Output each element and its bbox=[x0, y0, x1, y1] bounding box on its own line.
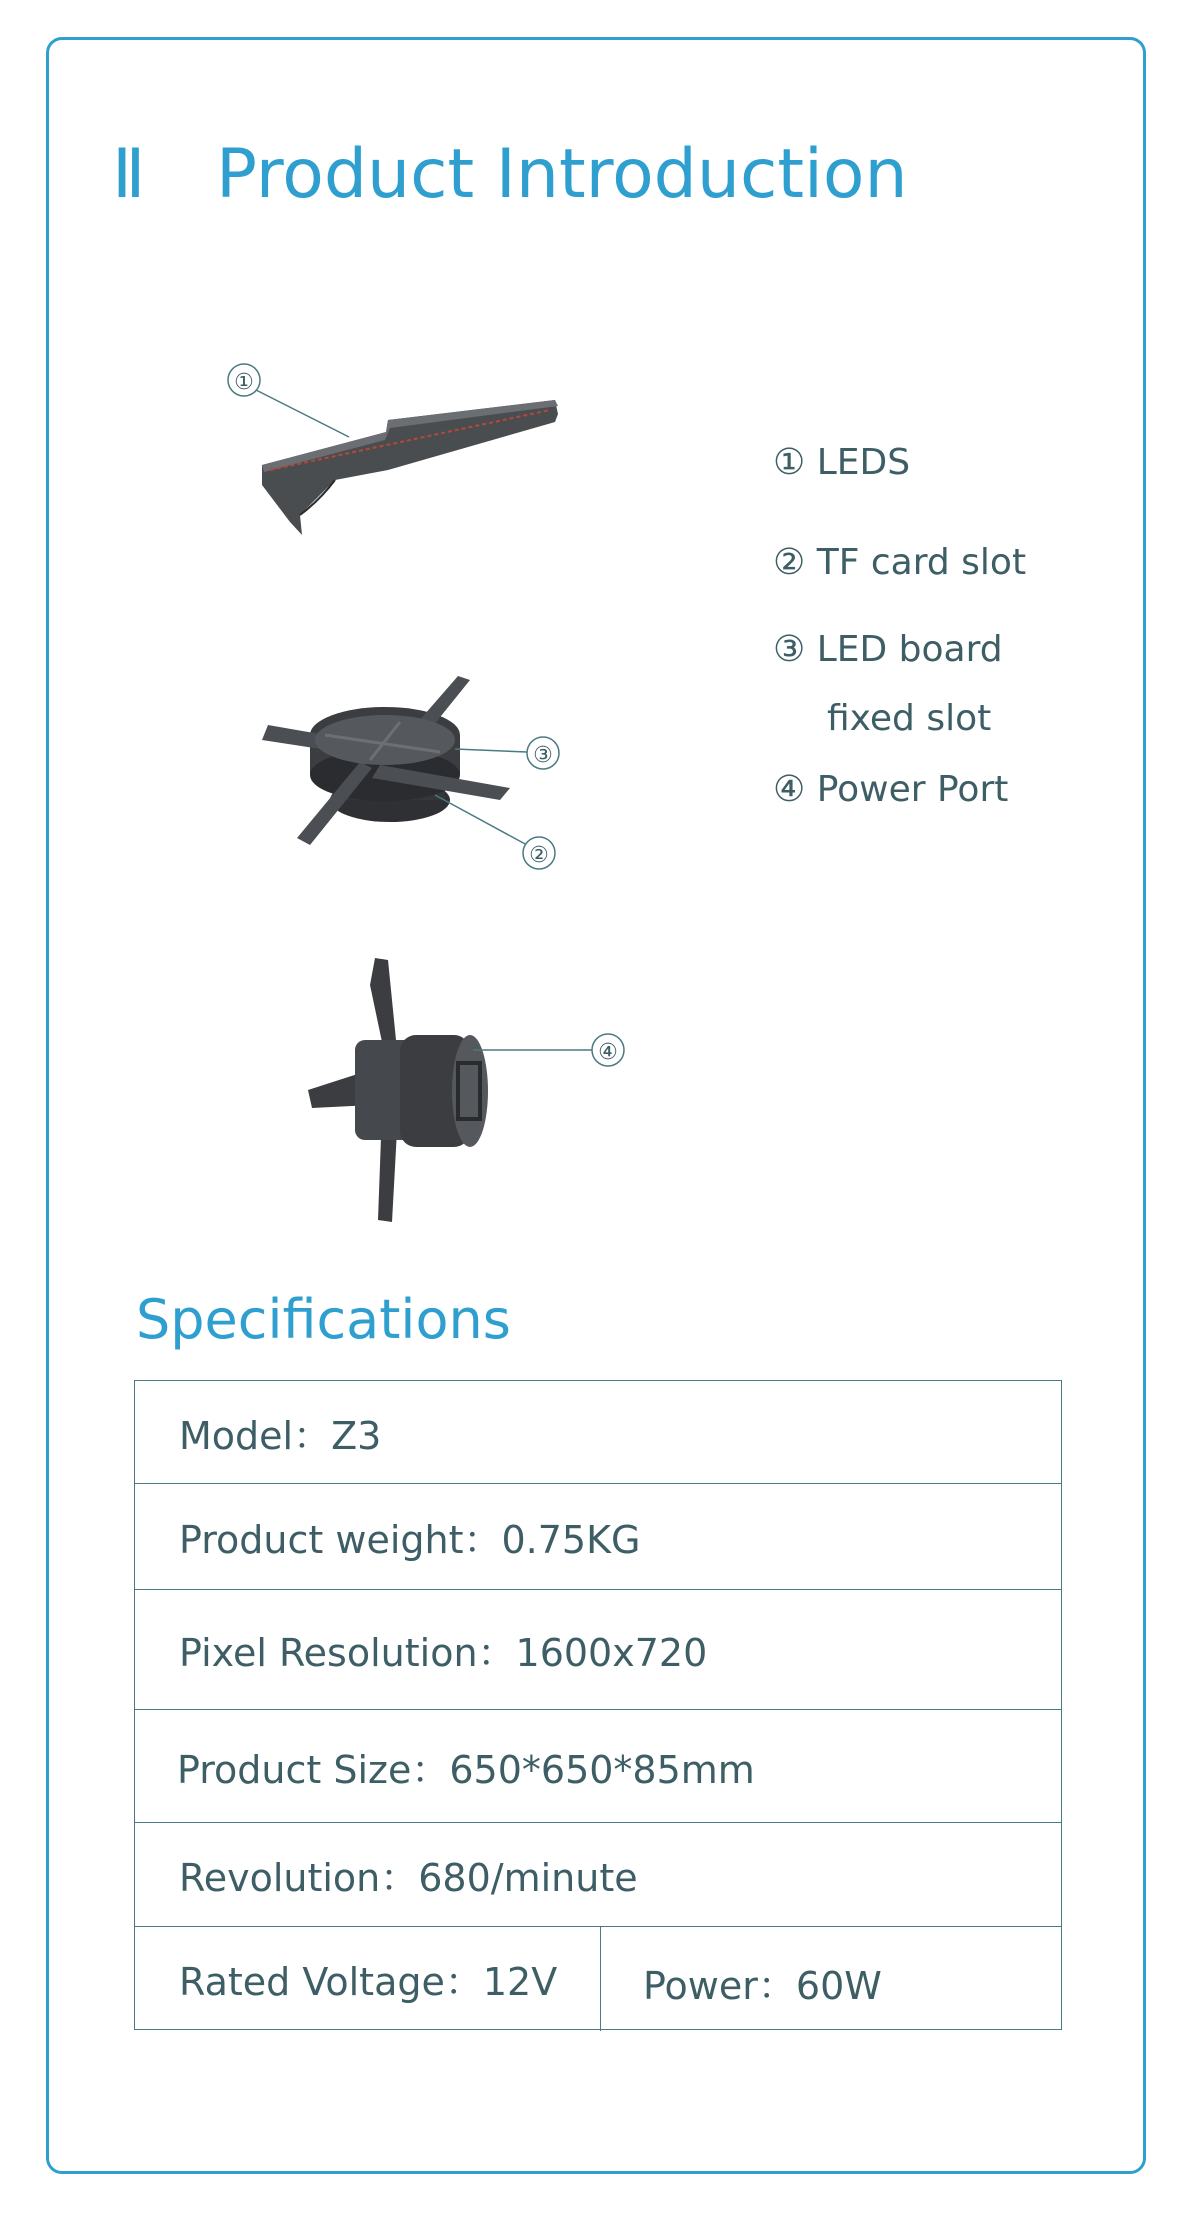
section-title-text: Product Introduction bbox=[216, 135, 908, 214]
callout-led-board-continued: fixed slot bbox=[827, 698, 992, 739]
spec-row-resolution bbox=[135, 1590, 1061, 1710]
led-board-image bbox=[262, 400, 558, 535]
power-marker-label: ④ bbox=[598, 1040, 618, 1065]
spec-model: Model：Z3 bbox=[179, 1413, 382, 1458]
callout-led-board: ③ LED board bbox=[773, 629, 1003, 670]
spec-row-model bbox=[135, 1381, 1061, 1484]
spec-size: Product Size：650*650*85mm bbox=[177, 1747, 755, 1792]
spec-voltage: Rated Voltage：12V bbox=[135, 1927, 601, 2031]
tf-marker-label: ② bbox=[529, 843, 549, 868]
tf-marker bbox=[435, 795, 555, 869]
specifications-title: Specifications bbox=[136, 1288, 511, 1351]
spec-row-revolution bbox=[135, 1823, 1061, 1927]
led-marker-label: ① bbox=[234, 370, 254, 395]
spec-row-weight bbox=[135, 1484, 1061, 1590]
spec-resolution: Pixel Resolution：1600x720 bbox=[179, 1631, 708, 1675]
side-view-image bbox=[308, 958, 488, 1222]
led-marker bbox=[228, 364, 349, 437]
specifications-table bbox=[134, 1380, 1062, 2030]
spec-weight: Product weight：0.75KG bbox=[179, 1518, 641, 1562]
slot-marker-label: ③ bbox=[533, 743, 553, 768]
spec-row-voltage-power bbox=[135, 1927, 1061, 2031]
slot-marker bbox=[455, 737, 559, 769]
power-marker bbox=[473, 1034, 624, 1066]
callout-power-port: ④ Power Port bbox=[773, 769, 1009, 810]
callout-tf-card-slot: ② TF card slot bbox=[773, 542, 1027, 583]
spec-row-size bbox=[135, 1710, 1061, 1823]
spec-power: Power：60W bbox=[643, 1964, 882, 2008]
base-hub-image bbox=[262, 676, 510, 845]
spec-revolution: Revolution：680/minute bbox=[179, 1856, 638, 1900]
callout-leds: ① LEDS bbox=[773, 442, 911, 483]
section-numeral: Ⅱ bbox=[112, 135, 146, 214]
